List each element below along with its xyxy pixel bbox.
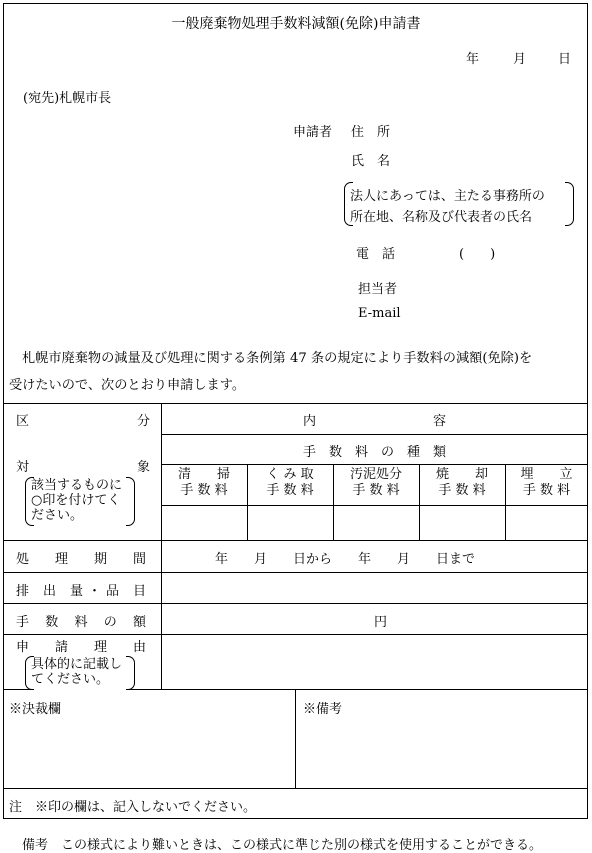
period-top-line xyxy=(3,540,588,541)
footer-remark: 備考 この様式により難いときは、この様式に準じた別の様式を使用することができる。 xyxy=(22,838,543,853)
reason-note-line2: てください。 xyxy=(31,672,110,687)
fee-check-incineration[interactable] xyxy=(420,506,504,539)
fee-check-landfill[interactable] xyxy=(506,506,587,539)
note-top-line xyxy=(3,788,588,789)
applicant-label: 申請者 xyxy=(293,125,333,140)
table-top-line xyxy=(3,403,588,404)
reason-field[interactable] xyxy=(162,635,587,688)
target-label-char1: 対 xyxy=(16,460,30,475)
phone-label: 電 話 xyxy=(356,247,396,262)
fee-check-cleaning[interactable] xyxy=(162,506,246,539)
statement-line1: 札幌市廃棄物の減量及び処理に関する条例第 47 条の規定により手数料の減額(免除)を xyxy=(22,351,533,366)
fee-amount-label: 手 数 料 の 額 xyxy=(16,615,146,630)
fee-type-label-line xyxy=(161,464,588,465)
fee-type-cleaning-line2: 手 数 料 xyxy=(180,483,228,498)
fee-type-cleaning-line1: 清 掃 xyxy=(177,467,230,482)
target-note-line1: 該当するものに xyxy=(31,478,123,493)
form-title: 一般廃棄物処理手数料減額(免除)申請書 xyxy=(171,16,421,32)
fee-type-sludge-line2: 手 数 料 xyxy=(352,483,400,498)
address-label: 住 所 xyxy=(351,125,391,140)
note-text: 注 ※印の欄は、記入しないでください。 xyxy=(9,800,257,815)
header-right-char1: 内 xyxy=(303,414,317,429)
statement-line2: 受けたいので、次のとおり申請します。 xyxy=(9,378,246,393)
decision-label: ※決裁欄 xyxy=(9,702,62,717)
corp-note-line2: 所在地、名称及び代表者の氏名 xyxy=(350,210,533,225)
header-right-char2: 容 xyxy=(433,414,447,429)
date-day: 日 xyxy=(558,52,572,67)
discharge-field[interactable] xyxy=(162,573,587,602)
reason-note-line1: 具体的に記載し xyxy=(31,657,123,672)
fee-type-incineration-line1: 焼 却 xyxy=(435,467,488,482)
fee-type-header: 手 数 料 の 種 類 xyxy=(302,445,446,460)
reason-label: 申 請 理 由 xyxy=(16,640,146,655)
fee-type-incineration-line2: 手 数 料 xyxy=(438,483,486,498)
target-label-char2: 象 xyxy=(137,460,151,475)
discharge-label: 排 出 量・品 目 xyxy=(16,584,146,599)
period-label: 処 理 期 間 xyxy=(16,552,146,567)
header-left-char2: 分 xyxy=(137,414,151,429)
fee-amount-unit: 円 xyxy=(374,615,388,630)
date-year: 年 xyxy=(466,52,480,67)
name-label: 氏 名 xyxy=(351,154,391,169)
fee-type-collection-line2: 手 数 料 xyxy=(266,483,314,498)
email-label: E-mail xyxy=(358,306,401,321)
contact-label: 担当者 xyxy=(358,282,398,297)
fee-type-collection-line1: く み 取 xyxy=(266,467,314,482)
target-note-line3: ださい。 xyxy=(31,508,84,523)
fee-amount-top-line xyxy=(3,603,588,604)
addressee: (宛先)札幌市長 xyxy=(23,91,112,106)
fee-check-sludge[interactable] xyxy=(334,506,418,539)
remarks-label: ※備考 xyxy=(303,702,343,717)
fee-type-header-line xyxy=(161,434,588,435)
target-note-line2: ○印を付けてく xyxy=(31,493,121,508)
corp-note-line1: 法人にあっては、主たる事務所の xyxy=(350,189,545,204)
fee-type-sludge-line1: 汚泥処分 xyxy=(349,467,402,482)
fee-check-collection[interactable] xyxy=(248,506,332,539)
header-left-char1: 区 xyxy=(16,414,30,429)
date-month: 月 xyxy=(513,52,527,67)
fee-type-landfill-line1: 埋 立 xyxy=(520,467,573,482)
decision-remarks-divider xyxy=(295,689,296,788)
fee-type-landfill-line2: 手 数 料 xyxy=(522,483,571,498)
period-value: 年 月 日から 年 月 日まで xyxy=(215,552,476,567)
phone-paren: ( ) xyxy=(459,247,496,262)
